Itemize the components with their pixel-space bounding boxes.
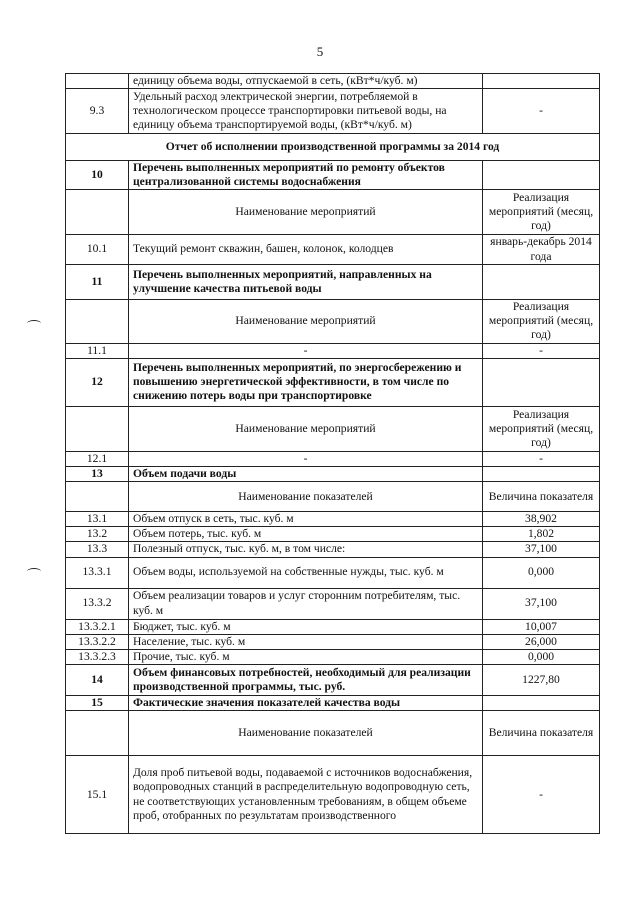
table-row (66, 482, 600, 512)
row-name: Объем воды, используемой на собственные нужды, тыс. куб. м (129, 557, 483, 588)
row-name: Перечень выполненных мероприятий, направленных на улучшение качества питьевой воды (129, 264, 483, 299)
row-value: Величина показателя (483, 482, 600, 512)
row-number (66, 711, 129, 756)
row-number: 13.3.2 (66, 588, 129, 619)
row-value: 1,802 (483, 527, 600, 542)
row-value: 1227,80 (483, 664, 600, 695)
row-value: Реализация мероприятий (месяц, год) (483, 299, 600, 343)
table-row (66, 264, 600, 299)
row-value: 38,902 (483, 512, 600, 527)
row-number: 12 (66, 358, 129, 406)
row-value: - (483, 451, 600, 466)
row-name: Текущий ремонт скважин, башен, колонок, колодцев (129, 235, 483, 264)
row-name: Полезный отпуск, тыс. куб. м, в том числе: (129, 542, 483, 557)
row-value (483, 466, 600, 481)
row-number: 13.3.2.3 (66, 649, 129, 664)
row-name: Прочие, тыс. куб. м (129, 649, 483, 664)
row-number: 13.2 (66, 527, 129, 542)
table-row (66, 74, 600, 89)
row-name: Объем финансовых потребностей, необходимый для реализации производственной программы, тыс. руб. (129, 664, 483, 695)
table-row (66, 634, 600, 649)
row-value: Реализация мероприятий (месяц, год) (483, 406, 600, 451)
row-value: - (483, 756, 600, 834)
table-row (66, 89, 600, 134)
table-row (66, 649, 600, 664)
row-number (66, 299, 129, 343)
section-header-row (66, 134, 600, 161)
row-value: Величина показателя (483, 711, 600, 756)
row-name: - (129, 343, 483, 358)
row-number: 10.1 (66, 235, 129, 264)
page-number: 5 (316, 44, 324, 59)
row-value: 0,000 (483, 557, 600, 588)
row-name: Объем потерь, тыс. куб. м (129, 527, 483, 542)
table-row (66, 542, 600, 557)
table-row (66, 235, 600, 264)
row-name: Удельный расход электрической энергии, потребляемой в технологическом процессе транспортировки питьевой воды, на единицу объема транспортируемой воды, (кВт*ч/куб. м) (129, 89, 483, 134)
row-name: Наименование показателей (129, 482, 483, 512)
row-name: Объем подачи воды (129, 466, 483, 481)
row-number: 11 (66, 264, 129, 299)
row-value: 37,100 (483, 542, 600, 557)
table-row (66, 190, 600, 235)
row-number (66, 406, 129, 451)
row-value (483, 74, 600, 89)
row-name: Наименование мероприятий (129, 190, 483, 235)
row-name: Фактические значения показателей качества воды (129, 695, 483, 710)
row-number: 13.3.2.1 (66, 619, 129, 634)
row-name: Перечень выполненных мероприятий по ремонту объектов централизованной системы водоснабжения (129, 161, 483, 190)
row-value: 37,100 (483, 588, 600, 619)
table-row (66, 664, 600, 695)
row-value: - (483, 89, 600, 134)
row-name: Население, тыс. куб. м (129, 634, 483, 649)
table-row (66, 527, 600, 542)
row-number: 15.1 (66, 756, 129, 834)
table-row (66, 756, 600, 834)
row-number: 13.3.1 (66, 557, 129, 588)
table-row (66, 299, 600, 343)
row-name: Объем реализации товаров и услуг сторонним потребителям, тыс. куб. м (129, 588, 483, 619)
row-value: январь-декабрь 2014 года (483, 235, 600, 264)
row-value (483, 161, 600, 190)
row-name: единицу объема воды, отпускаемой в сеть, (кВт*ч/куб. м) (129, 74, 483, 89)
row-number: 11.1 (66, 343, 129, 358)
row-number: 9.3 (66, 89, 129, 134)
row-value: 10,007 (483, 619, 600, 634)
row-name: - (129, 451, 483, 466)
row-number: 15 (66, 695, 129, 710)
row-name: Объем отпуск в сеть, тыс. куб. м (129, 512, 483, 527)
row-number: 13.3.2.2 (66, 634, 129, 649)
row-name: Доля проб питьевой воды, подаваемой с источников водоснабжения, водопроводных станций в распределительную водопроводную сеть, не соответствующих установленным требованиям, в общем объеме проб, отобранных по результатам производственного (129, 756, 483, 834)
scan-mark (27, 568, 41, 575)
row-number: 13.1 (66, 512, 129, 527)
row-number: 13.3 (66, 542, 129, 557)
table-row (66, 557, 600, 588)
row-value: Реализация мероприятий (месяц, год) (483, 190, 600, 235)
table-row (66, 406, 600, 451)
table-row (66, 695, 600, 710)
row-number (66, 482, 129, 512)
table-row (66, 343, 600, 358)
row-number: 10 (66, 161, 129, 190)
row-name: Наименование мероприятий (129, 406, 483, 451)
row-number: 13 (66, 466, 129, 481)
row-value: 26,000 (483, 634, 600, 649)
row-name: Наименование показателей (129, 711, 483, 756)
scan-mark (27, 320, 41, 327)
row-value (483, 264, 600, 299)
table-row (66, 512, 600, 527)
row-number (66, 74, 129, 89)
row-name: Наименование мероприятий (129, 299, 483, 343)
row-value (483, 358, 600, 406)
table-row (66, 711, 600, 756)
report-table (65, 73, 600, 834)
row-number: 12.1 (66, 451, 129, 466)
table-row (66, 358, 600, 406)
table-row (66, 161, 600, 190)
section-header: Отчет об исполнении производственной программы за 2014 год (66, 134, 600, 161)
row-value: - (483, 343, 600, 358)
row-name: Бюджет, тыс. куб. м (129, 619, 483, 634)
row-name: Перечень выполненных мероприятий, по энергосбережению и повышению энергетической эффективности, в том числе по снижению потерь воды при транспортировке (129, 358, 483, 406)
table-row (66, 588, 600, 619)
row-value (483, 695, 600, 710)
row-number: 14 (66, 664, 129, 695)
row-number (66, 190, 129, 235)
table-row (66, 466, 600, 481)
row-value: 0,000 (483, 649, 600, 664)
table-row (66, 451, 600, 466)
table-row (66, 619, 600, 634)
